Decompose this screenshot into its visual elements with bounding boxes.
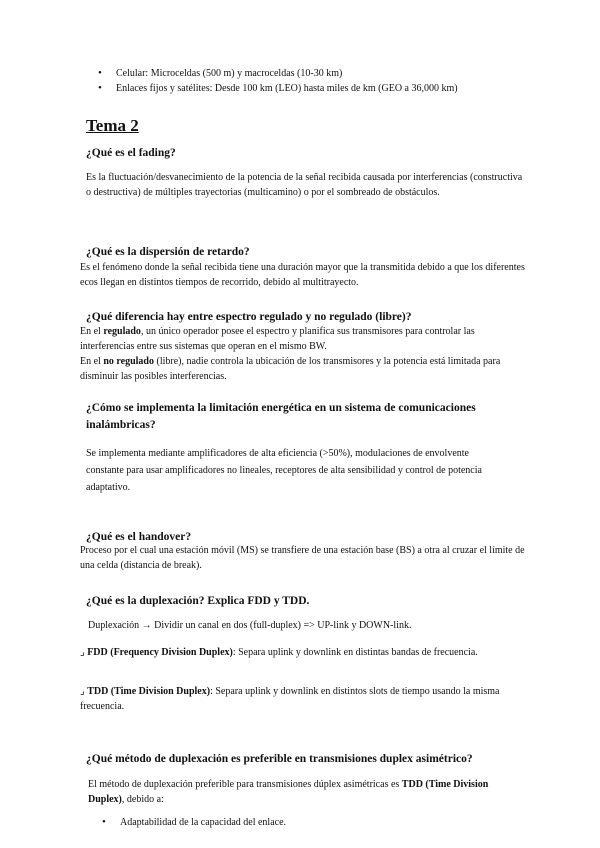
bold-term: regulado — [103, 326, 141, 337]
corner-marker-icon: ⌟ — [80, 647, 85, 658]
answer-paragraph: Es el fenómeno donde la señal recibida tiene una duración mayor que la transmitida debido a que los diferentes ecos llegan en distintos tiempos de recorrido, debido al multitrayecto. — [80, 262, 525, 288]
answer-paragraph: Proceso por el cual una estación móvil (MS) se transfiere de una estación base (BS) a otra al cruzar el límite de una celda (distancia de break). — [80, 545, 525, 571]
fdd-paragraph — [80, 645, 520, 660]
reason-bullet-list — [88, 815, 528, 830]
question-heading: ¿Qué es la duplexación? Explica FDD y TDD. — [86, 595, 310, 607]
answer-paragraph-no-regulado — [80, 354, 530, 384]
text-span: , un único operador posee el espectro y planifica sus transmisores para controlar las interferencias entre sus sistemas que operan en el mismo BW. — [80, 326, 475, 352]
text-span: : Separa uplink y downlink en distintos slots de tiempo usando la misma frecuencia. — [80, 686, 500, 712]
question-heading: ¿Qué diferencia hay entre espectro regulado y no regulado (libre)? — [86, 311, 412, 323]
bold-term: TDD (Time Division Duplex) — [88, 779, 489, 805]
bold-term: FDD (Frequency Division Duplex) — [87, 647, 233, 658]
top-bullet-list — [84, 66, 564, 96]
question-heading: ¿Qué es el fading? — [86, 147, 176, 159]
question-heading: ¿Qué método de duplexación es preferible en transmisiones duplex asimétrico? — [86, 753, 473, 765]
answer-paragraph-regulado — [80, 324, 530, 354]
text-span: : Separa uplink y downlink en distintas bandas de frecuencia. — [232, 647, 478, 658]
answer-block — [80, 324, 530, 384]
list-item: • Celular: Microceldas (500 m) y macroceldas (10-30 km) — [84, 66, 564, 81]
text-span: En el — [80, 356, 104, 367]
question-heading: ¿Cómo se implementa la limitación energética en un sistema de comunicaciones inalámbricas? — [86, 402, 476, 431]
corner-marker-icon: ⌟ — [80, 686, 85, 697]
answer-paragraph: Se implementa mediante amplificadores de alta eficiencia (>50%), modulaciones de envolvente constante para usar amplificadores no lineales, receptores de alta sensibilidad y control de potencia adaptativo. — [86, 448, 482, 493]
text-span: El método de duplexación preferible para transmisiones dúplex asimétricas es — [88, 779, 402, 790]
text-span: , debido a: — [121, 794, 164, 805]
list-item: • Enlaces fijos y satélites: Desde 100 km (LEO) hasta miles de km (GEO a 36,000 km) — [84, 81, 564, 96]
text-span: En el — [80, 326, 104, 337]
tdd-paragraph — [80, 684, 520, 714]
answer-paragraph: Duplexación → Dividir un canal en dos (full-duplex) => UP-link y DOWN-link. — [88, 620, 412, 631]
bold-term: TDD (Time Division Duplex) — [87, 686, 211, 697]
answer-paragraph: Es la fluctuación/desvanecimiento de la potencia de la señal recibida causada por interferencias (constructiva o destructiva) de múltiples trayectorias (multicamino) o por el sombreado de obstáculos. — [86, 172, 523, 198]
answer-paragraph — [88, 777, 508, 807]
list-item: • Adaptabilidad de la capacidad del enlace. — [88, 815, 528, 830]
bold-term: no regulado — [103, 356, 154, 367]
text-span: (libre), nadie controla la ubicación de los transmisores y la potencia está limitada para disminuir las posibles interferencias. — [80, 356, 501, 382]
question-heading: ¿Qué es la dispersión de retardo? — [86, 246, 250, 258]
question-heading: ¿Qué es el handover? — [86, 531, 192, 543]
section-title: Tema 2 — [86, 116, 139, 135]
